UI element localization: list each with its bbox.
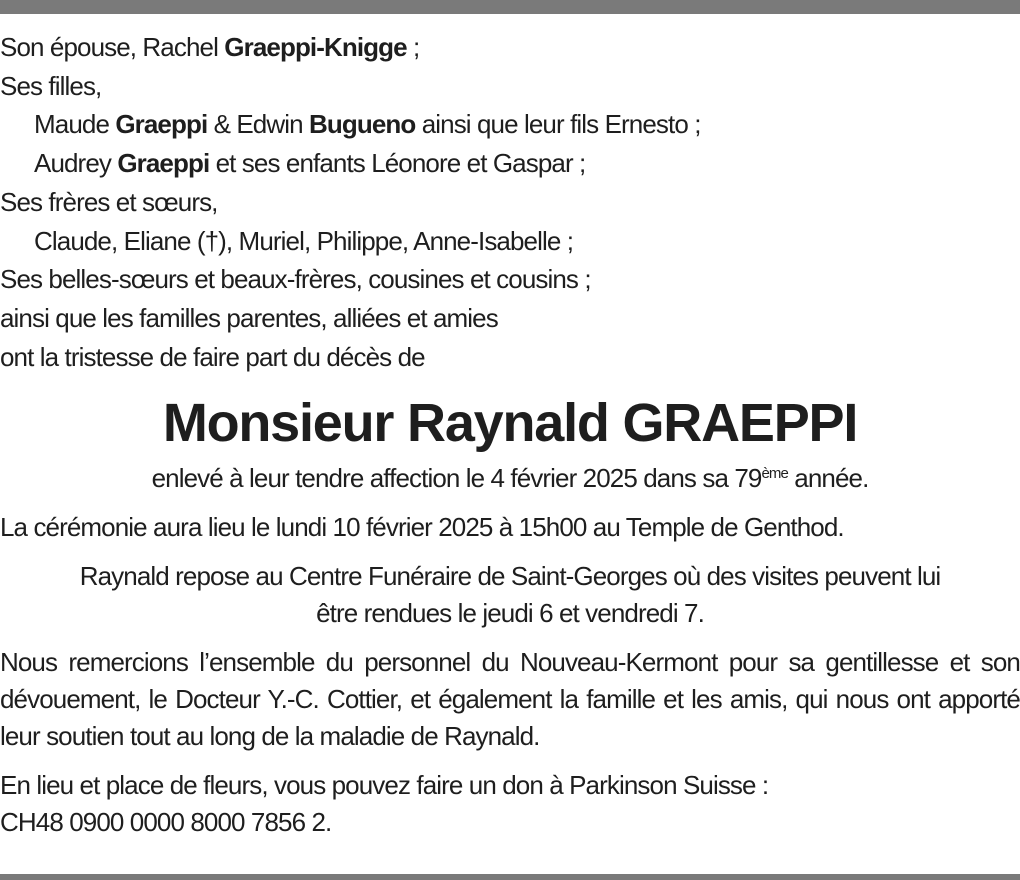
obituary-notice bbox=[0, 28, 1020, 841]
iban: CH48 0900 0000 8000 7856 2. bbox=[0, 807, 332, 838]
daughter-maude-line: Maude Graeppi & Edwin Bugueno ainsi que leur fils Ernesto ; bbox=[34, 109, 701, 140]
ceremony-info: La cérémonie aura lieu le lundi 10 février 2025 à 15h00 au Temple de Genthod. bbox=[0, 512, 844, 543]
siblings-heading: Ses frères et sœurs, bbox=[0, 186, 218, 217]
families-line: ainsi que les familles parentes, alliées et amies bbox=[0, 302, 498, 333]
top-rule bbox=[0, 0, 1020, 14]
thanks-paragraph: Nous remercions l’ensemble du personnel du Nouveau-Kermont pour sa gentillesse et son dévouement, le Docteur Y.-C. Cottier, et également la famille et les amis, qui nous ont apporté leur soutien tout au long de la maladie de Raynald. bbox=[0, 647, 1020, 752]
visits-info: Raynald repose au Centre Funéraire de Saint-Georges où des visites peuvent lui être rendues le jeudi 6 et vendredi 7. bbox=[79, 561, 941, 629]
daughters-heading: Ses filles, bbox=[0, 70, 102, 101]
spouse-line: Son épouse, Rachel Graeppi-Knigge ; bbox=[0, 32, 420, 62]
daughter-audrey-line: Audrey Graeppi et ses enfants Léonore et Gaspar ; bbox=[34, 148, 586, 179]
donation-info: En lieu et place de fleurs, vous pouvez faire un don à Parkinson Suisse : CH48 0900 0000 8000 7856 2. bbox=[0, 767, 1020, 841]
ordinal-suffix: ème bbox=[761, 465, 788, 483]
deceased-name: Monsieur Raynald GRAEPPI bbox=[162, 393, 858, 454]
announcement-line: ont la tristesse de faire part du décès de bbox=[0, 341, 425, 372]
in-laws-line: Ses belles-sœurs et beaux-frères, cousines et cousins ; bbox=[0, 264, 591, 295]
siblings-list: Claude, Eliane (†), Muriel, Philippe, Anne-Isabelle ; bbox=[34, 225, 574, 256]
death-line: enlevé à leur tendre affection le 4 février 2025 dans sa 79ème année. bbox=[151, 463, 869, 494]
bottom-rule bbox=[0, 874, 1020, 880]
